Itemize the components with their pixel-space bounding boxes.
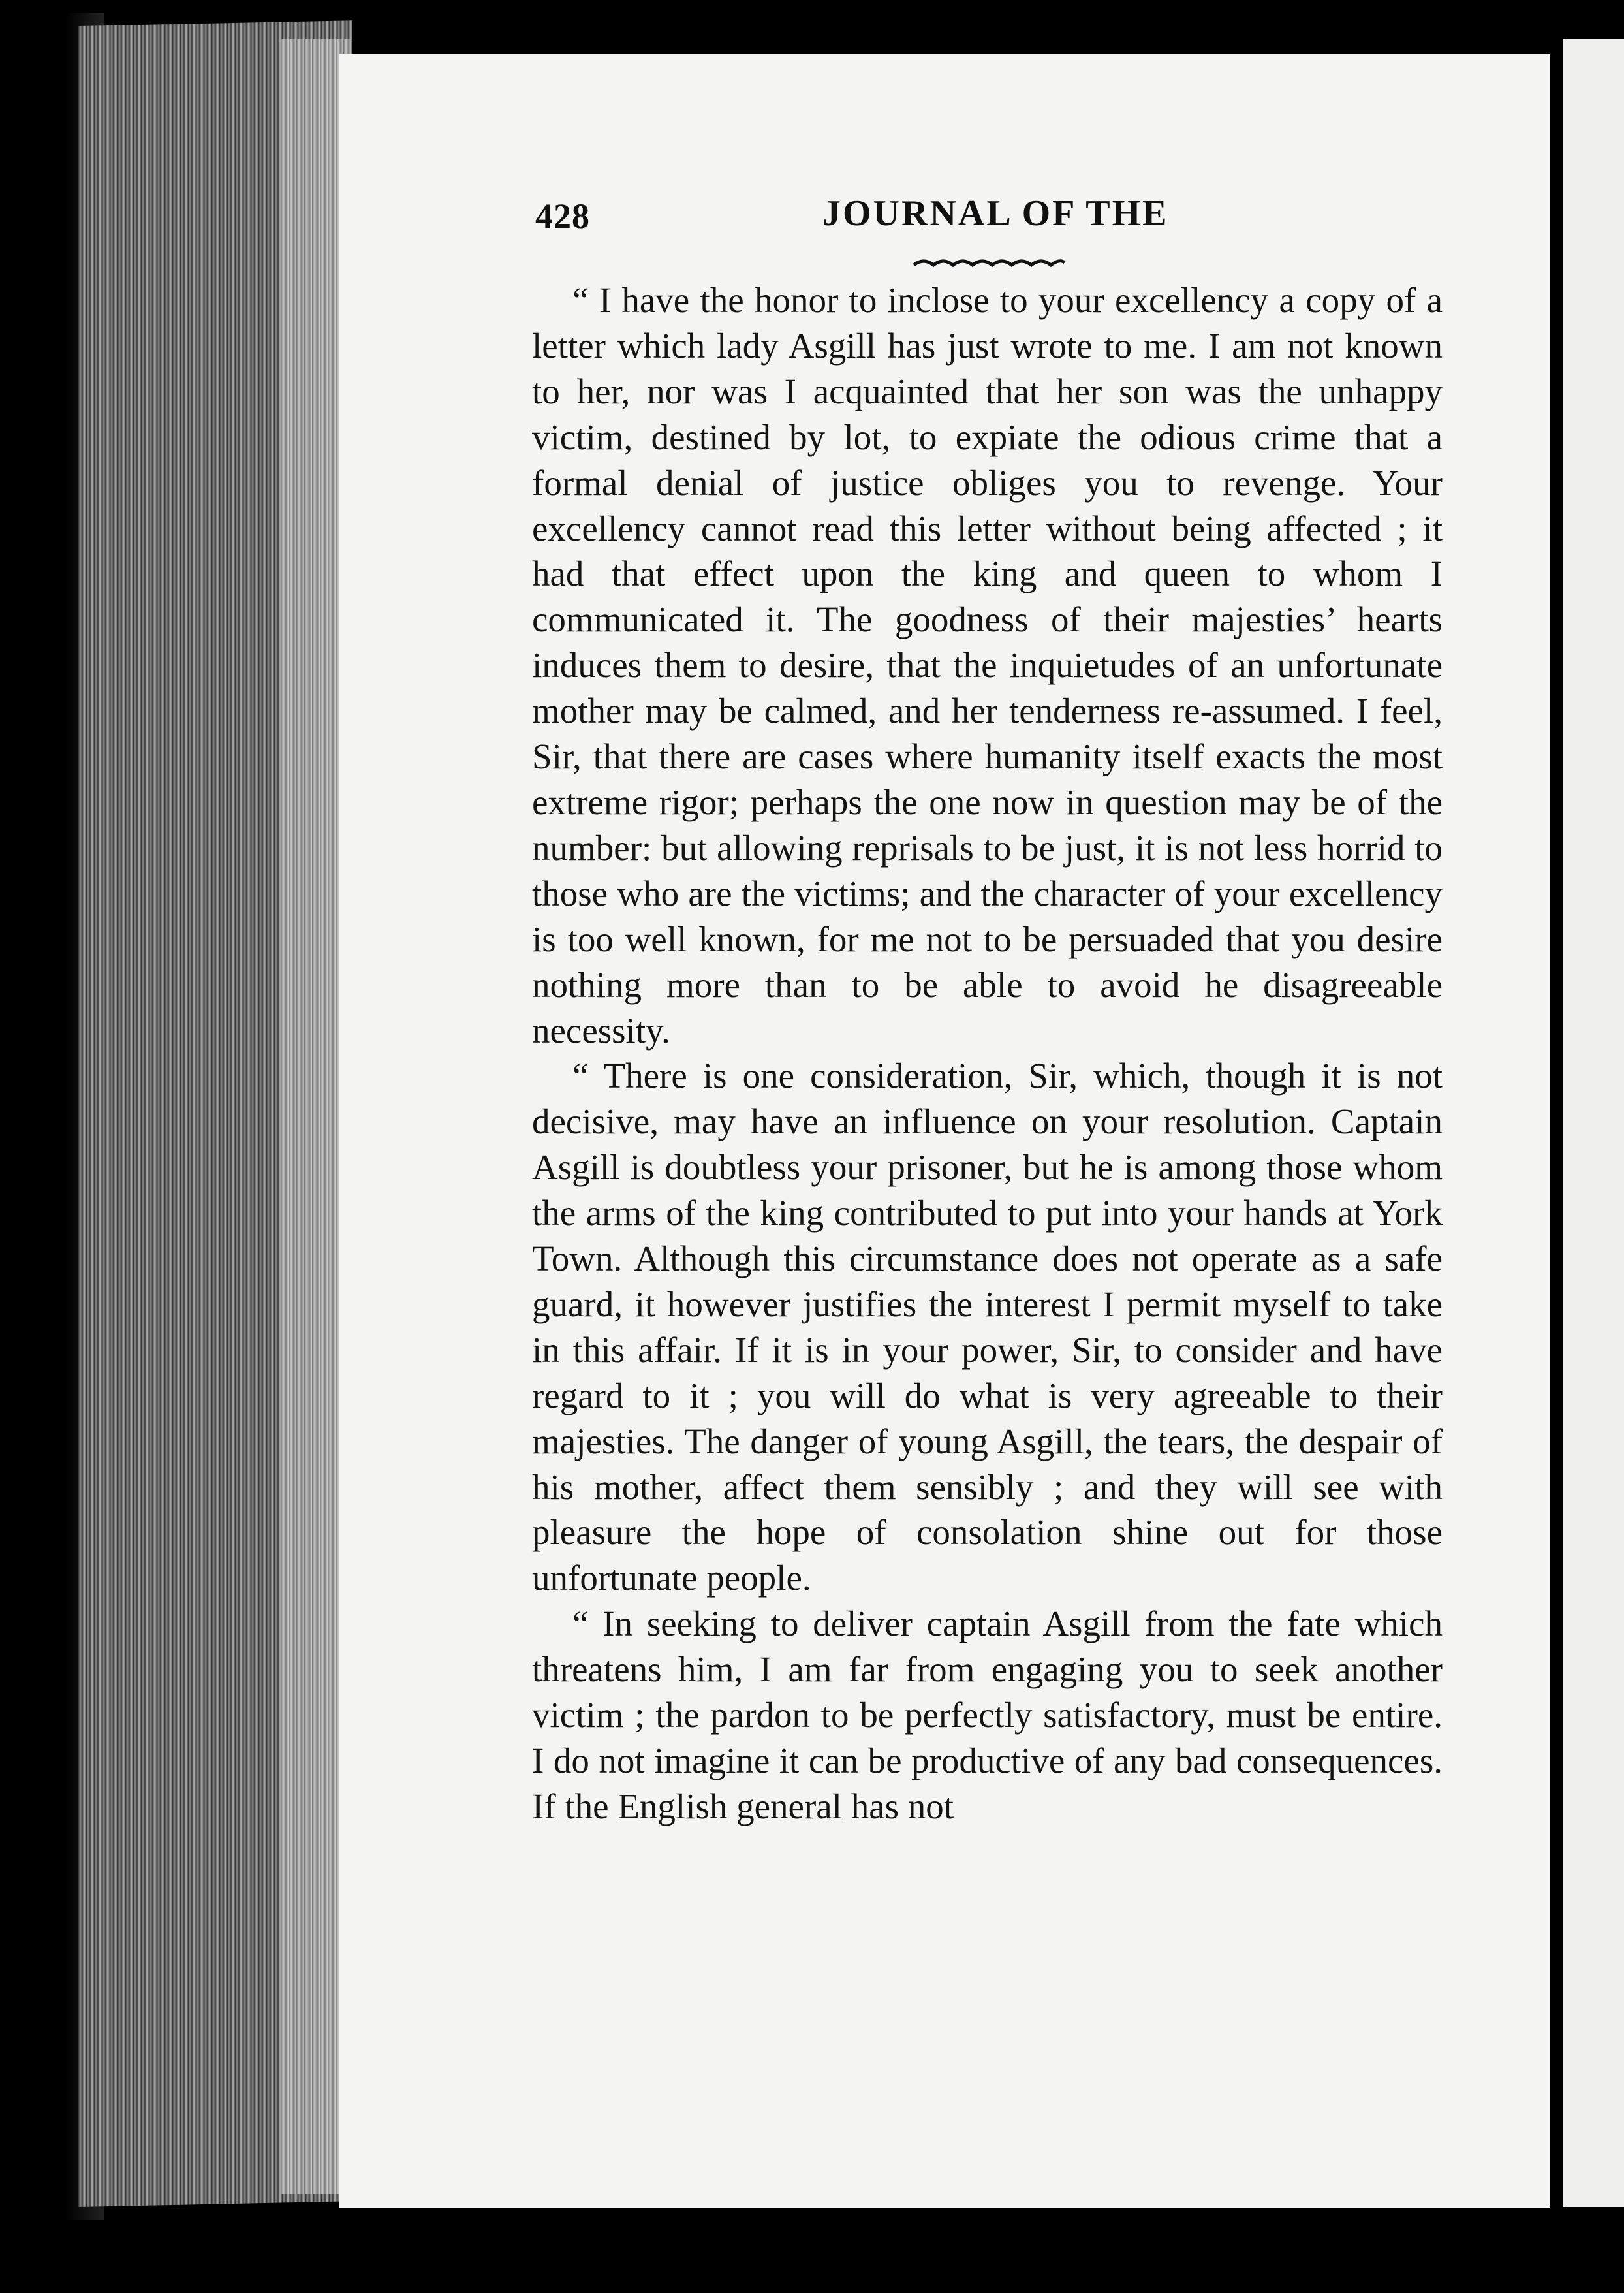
page-number: 428 (535, 197, 590, 236)
gutter-gap (1550, 39, 1563, 2207)
paragraph-2: “ There is one consideration, Sir, which, though it is not decisive, may have an influence on your resolution. Captain Asgill is doubtless your prisoner, but he is among those whom the arms of the king contributed to put into your hands at York Town. Although this circumstance does not operate as a safe guard, it however justifies the interest I permit myself to take in this affair. If it is in your power, Sir, to consider and have regard to it ; you will do what is very agreeable to their majesties. The danger of young Asgill, the tears, the despair of his mother, affect them sensibly ; and they will see with pleasure the hope of consolation shine out for those unfortunate people. (532, 1056, 1443, 1598)
body-text (532, 277, 1443, 1829)
paragraph-3: “ In seeking to deliver captain Asgill from the fate which threatens him, I am far from engaging you to seek another victim ; the pardon to be perfectly satisfactory, must be entire. I do not imagine it can be productive of any bad consequences. If the English general has not (532, 1604, 1443, 1826)
running-head: JOURNAL OF THE (822, 193, 1169, 234)
facing-page (1563, 39, 1624, 2207)
paragraph-1: “ I have the honor to inclose to your excellency a copy of a letter which lady Asgill has just wrote to me. I am not known to her, nor was I acquainted that her son was the unhappy victim, destined by lot, to expiate the odious crime that a formal denial of justice obliges you to revenge. Your excellency cannot read this letter without being affected ; it had that effect upon the king and queen to whom I communicated it. The goodness of their majesties’ hearts induces them to desire, that the inquietudes of an unfortunate mother may be calmed, and her tenderness re-assumed. I feel, Sir, that there are cases where humanity itself exacts the most extreme rigor; perhaps the one now in question may be of the number: but allowing reprisals to be just, it is not less horrid to those who are the victims; and the character of your excellency is too well known, for me not to be persuaded that you desire nothing more than to be able to avoid he disagreeable necessity. (532, 280, 1443, 1051)
decorative-rule-ornament (911, 253, 1067, 273)
